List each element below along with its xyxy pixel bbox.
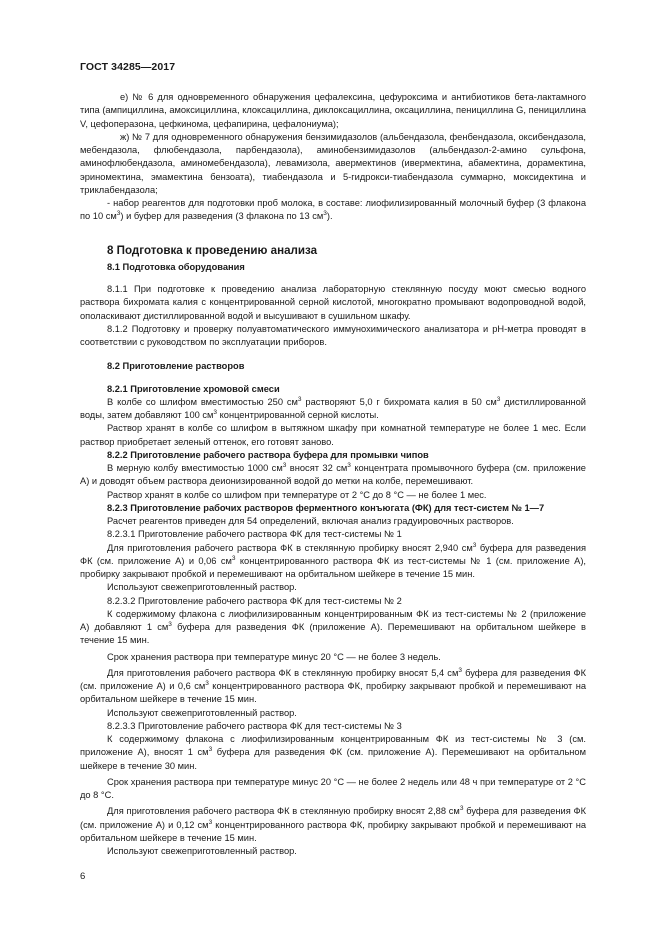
paragraph-8-2-3-1-a: Для приготовления рабочего раствора ФК в стеклянную пробирку вносят 2,940 $см^3$ буфера для разведения ФК (см. приложение А) и 0,06 $см^3$ концентрированного раствора ФК из тест-системы № 1 (см. приложение А), пробирку закрывают пробкой и перемешивают на орбитальном шейкере в течение 15 мин.: [80, 541, 587, 579]
reagent-kit-item: - набор реагентов для подготовки проб молока, в составе: лиофилизированный молочный буфер (3 флакона по 10 $см^3$) и буфер для разведения (3 флакона по 13 $см^3$).: [80, 198, 586, 222]
paragraph-8-2-2-a: В мерную колбу вместимостью 1000 $см^3$ вносят 32 $см^3$ концентрата промывочного буфера (см. приложение А) и доводят объем раствора деионизированной водой до метки на колбе, перемешивают.: [80, 461, 586, 487]
paragraph-8-2-3-3-d: Используют свежеприготовленный раствор.: [107, 846, 297, 856]
section-8-1-heading: 8.1 Подготовка оборудования: [107, 261, 245, 272]
paragraph-8-2-3-3-c: Для приготовления рабочего раствора ФК в стеклянную пробирку вносят 2,88 $см^3$ буфера для разведения ФК (см. приложение А) и 0,12 $см^3$ концентрированного раствора ФК, пробирку закрывают пробкой и перемешивают на орбитальном шейкере в течение 15 мин.: [80, 805, 587, 843]
paragraph-8-2-3-2-a: К содержимому флакона с лиофилизированным концентрированным ФК из тест-системы № 2 (приложение А) добавляют 1 $см^3$ буфера для разведения ФК (приложение А). Перемешивают на орбитальном шейкере в течение 15 мин.: [80, 608, 586, 646]
paragraph-8-2-3-1-b: Используют свежеприготовленный раствор.: [107, 582, 297, 593]
section-8-2-3-1-heading: 8.2.3.1 Приготовление рабочего раствора ФК для тест-системы № 1: [107, 529, 402, 540]
section-8-2-3-3-heading: 8.2.3.3 Приготовление рабочего раствора ФК для тест-системы № 3: [107, 720, 402, 731]
section-8-heading: 8 Подготовка к проведению анализа: [107, 243, 318, 257]
section-8-2-heading: 8.2 Приготовление растворов: [107, 361, 245, 372]
paragraph-8-2-2-b: Раствор хранят в колбе со шлифом при температуре от 2 °С до 8 °С — не более 1 мес.: [107, 489, 487, 500]
section-8-2-3-heading: 8.2.3 Приготовление рабочих растворов ферментного конъюгата (ФК) для тест-систем № 1—7: [107, 502, 545, 513]
section-8-2-1-heading: 8.2.1 Приготовление хромовой смеси: [107, 383, 280, 394]
list-item-e: е) № 6 для одновременного обнаружения цефалексина, цефуроксима и антибиотиков бета-лактамного типа (ампициллина, амоксициллина, клоксациллина, диклоксациллина, оксациллина, пенициллина G, пенициллина V, цефоперазона, цефкинома, цефапирина, цефалониума);: [80, 92, 586, 129]
document-body: [80, 91, 586, 858]
paragraph-8-2-3-2-c: Для приготовления рабочего раствора ФК в стеклянную пробирку вносят 5,4 $см^3$ буфера для разведения ФК (см. приложение А) и 0,6 $см^3$ концентрированного раствора ФК, пробирку закрывают пробкой и перемешивают на орбитальном шейкере в течение 15 мин.: [80, 666, 587, 705]
paragraph-8-2-3-3-a: К содержимому флакона с лиофилизированным концентрированным ФК из тест-системы № 3 (см. приложение А), вносят 1 $см^3$ буфера для разведения ФК (см. приложение А). Перемешивают на орбитальном шейкере в течение 30 мин.: [80, 734, 586, 771]
paragraph-8-2-1-b: Раствор хранят в колбе со шлифом в вытяжном шкафу при комнатной температуре не более 1 мес. Если раствор приобретает зеленый оттенок, его готовят заново.: [80, 423, 586, 447]
document-header: ГОСТ 34285—2017: [80, 61, 176, 73]
paragraph-8-2-3-3-b: Срок хранения раствора при температуре минус 20 °С — не более 2 недель или 48 ч при температуре от 2 °С до 8 °С.: [80, 776, 586, 800]
section-8-2-2-heading: 8.2.2 Приготовление рабочего раствора буфера для промывки чипов: [107, 449, 429, 460]
paragraph-8-2-3: Расчет реагентов приведен для 54 определений, включая анализ градуировочных растворов.: [107, 516, 514, 526]
paragraph-8-1-2: 8.1.2 Подготовку и проверку полуавтоматического иммунохимического анализатора и рН-метра проводят в соответствии с руководством по эксплуатации приборов.: [80, 323, 586, 347]
list-item-zh: ж) № 7 для одновременного обнаружения бензимидазолов (альбендазола, фенбендазола, оксибендазола, мебендазола, флюбендазола, парбендазола), аминобензимидазолов (альбендазол-2-амино сульфона, аминофлюбендазола, аминомебендазола), левамизола, авермектинов (ивермектина, абамектина, дорамектина, эриномектина, эмамектина бензоата), тиабендазола и 5-гидрокси-тиабендазола суммарно, моксидектина и триклабендазола;: [80, 131, 586, 195]
paragraph-8-2-3-2-d: Используют свежеприготовленный раствор.: [107, 707, 297, 718]
page-number: 6: [80, 871, 86, 882]
section-8-2-3-2-heading: 8.2.3.2 Приготовление рабочего раствора ФК для тест-системы № 2: [107, 595, 402, 606]
paragraph-8-2-1-a: В колбе со шлифом вместимостью 250 $см^3$ растворяют 5,0 г бихромата калия в 50 $см^3$ дистиллированной воды, затем добавляют 100 $см^3$ концентрированной серной кислоты.: [80, 395, 586, 420]
paragraph-8-1-1: 8.1.1 При подготовке к проведению анализа лабораторную стеклянную посуду моют смесью водного раствора бихромата калия с концентрированной серной кислотой, многократно промывают водопроводной водой, ополаскивают дистиллированной водой и высушивают в сушильном шкафу.: [80, 284, 586, 321]
paragraph-8-2-3-2-b: Срок хранения раствора при температуре минус 20 °С — не более 3 недель.: [107, 651, 441, 662]
